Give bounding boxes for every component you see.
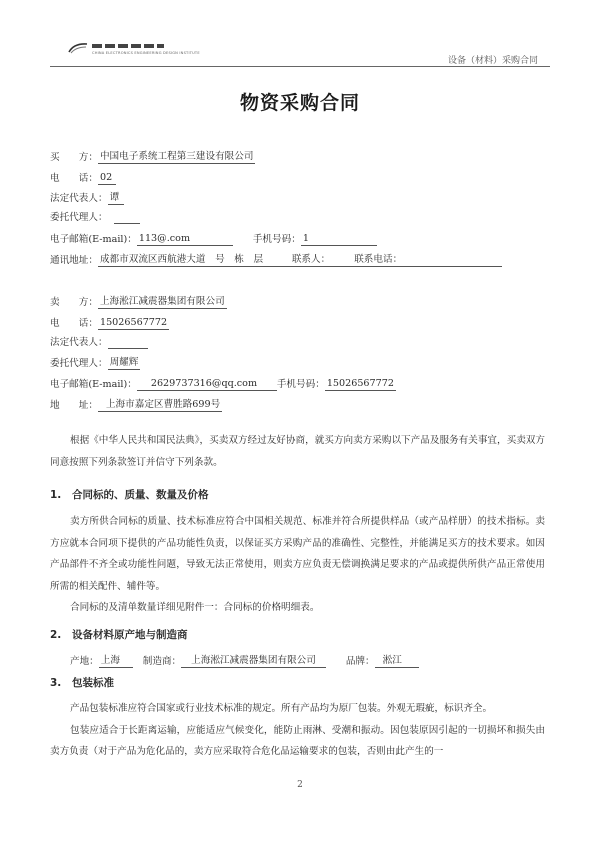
intro-text: 根据《中华人民共和国民法典》，买卖双方经过友好协商，就买方向卖方采购以下产品及服务有关事宜，买卖双方同意按照下列条款签订并信守下列条款。 [50, 435, 545, 468]
seller-agent-row [50, 357, 140, 370]
maker-value: 上海淞江减震器集团有限公司 [181, 655, 326, 668]
buyer-mobile-label: 手机号码： [252, 234, 301, 245]
buyer-address-label: 通讯地址： [50, 255, 98, 266]
logo-wordmark [92, 44, 164, 48]
section-1-paragraph-1: 卖方所供合同标的质量、技术标准应符合中国相关规范、标准并符合所提供样品（或产品样册）的技术指标。卖方应就本合同项下提供的产品功能性负责，以保证买方采购产品的准确性、完整性，并能满足买方的技术要求。如因产品部件不齐全或功能性问题，导致无法正常使用，则卖方应负责无偿调换满足要求的产品或提供所供产品正常使用所需的相关配件、辅件等。 [50, 516, 545, 592]
buyer-name-label: 买 方： [50, 152, 98, 163]
buyer-tel-row [50, 172, 116, 185]
document-title: 物资采购合同 [239, 92, 360, 114]
seller-legal [108, 337, 148, 349]
seller-legal-label: 法定代表人： [50, 337, 108, 348]
section-3-paragraph-1: 产品包装标准应符合国家或行业技术标准的规定。所有产品均为原厂包装。外观无瑕疵，标识齐全。 [70, 703, 493, 714]
seller-name-label: 卖 方： [50, 297, 98, 308]
buyer-agent [114, 212, 140, 224]
page-number: 2 [297, 780, 303, 790]
buyer-address-row [50, 254, 502, 267]
intro-paragraph [50, 430, 545, 473]
origin-value: 上海 [99, 655, 133, 668]
buyer-address: 成都市双流区西航港大道 号 栋 层 联系人： 联系电话： [98, 254, 502, 267]
buyer-legal: 谭 [108, 192, 124, 205]
brand-value: 淞江 [375, 655, 419, 668]
logo-subtext: CHINA ELECTRONICS ENGINEERING DESIGN INSTITUTE [92, 51, 200, 55]
header-tag: 设备（材料）采购合同 [447, 56, 538, 66]
section-3-body [50, 698, 545, 763]
buyer-name: 中国电子系统工程第三建设有限公司 [99, 151, 254, 162]
section-1-heading [50, 487, 209, 502]
buyer-email-label: 电子邮箱(E-mail)： [50, 234, 137, 245]
seller-legal-row [50, 337, 148, 349]
seller-tel: 15026567772 [99, 317, 168, 328]
seller-mobile-label: 手机号码： [276, 379, 325, 390]
seller-mobile: 15026567772 [326, 378, 394, 389]
company-logo [68, 40, 200, 66]
header-rule [50, 66, 550, 67]
seller-address-row [50, 399, 222, 412]
seller-name: 上海淞江减震器集团有限公司 [99, 296, 225, 307]
buyer-tel: 02 [98, 172, 116, 185]
seller-email-label: 电子邮箱(E-mail)： [50, 379, 137, 390]
section-1-number: 1. [50, 489, 62, 501]
section-2-heading [50, 627, 188, 642]
section-2-number: 2. [50, 629, 62, 641]
buyer-legal-row [50, 192, 124, 205]
buyer-tel-label: 电 话： [50, 173, 98, 184]
section-3-title: 包装标准 [72, 677, 114, 689]
seller-address-label: 地 址： [50, 400, 98, 411]
seller-agent-label: 委托代理人： [50, 358, 108, 369]
section-3-heading [50, 675, 114, 690]
seller-email-row [50, 378, 396, 391]
section-1-body [50, 511, 545, 619]
section-3-paragraph-2: 包装应适合于长距离运输，应能适应气候变化，能防止雨淋、受潮和振动。因包装原因引起的一切损坏和损失由卖方负责（对于产品为危化品的，卖方应采取符合危化品运输要求的包装，否则由此产生的一 [50, 724, 545, 757]
buyer-email: 113@.com [137, 233, 233, 246]
seller-agent: 周耀辉 [109, 357, 139, 368]
seller-email: 2629737316@qq.com [137, 378, 277, 391]
buyer-name-row [50, 151, 255, 164]
seller-name-row [50, 296, 227, 309]
seller-tel-row [50, 317, 169, 330]
logo-mark-icon [68, 42, 88, 54]
section-1-title: 合同标的、质量、数量及价格 [72, 489, 209, 501]
seller-address: 上海市嘉定区曹胜路699号 [98, 399, 222, 412]
buyer-agent-row [50, 212, 140, 224]
maker-label: 制造商： [142, 656, 182, 667]
section-3-number: 3. [50, 677, 62, 689]
buyer-legal-label: 法定代表人： [50, 193, 108, 204]
origin-label: 产地： [70, 656, 99, 667]
buyer-email-row [50, 233, 377, 246]
buyer-mobile: 1 [301, 233, 377, 246]
seller-tel-label: 电 话： [50, 318, 98, 329]
brand-label: 品牌： [345, 656, 375, 667]
section-1-paragraph-2: 合同标的及清单数量详细见附件一：合同标的价格明细表。 [70, 602, 320, 613]
origin-row [70, 655, 419, 668]
buyer-agent-label: 委托代理人： [50, 212, 108, 223]
section-2-title: 设备材料原产地与制造商 [72, 629, 188, 641]
